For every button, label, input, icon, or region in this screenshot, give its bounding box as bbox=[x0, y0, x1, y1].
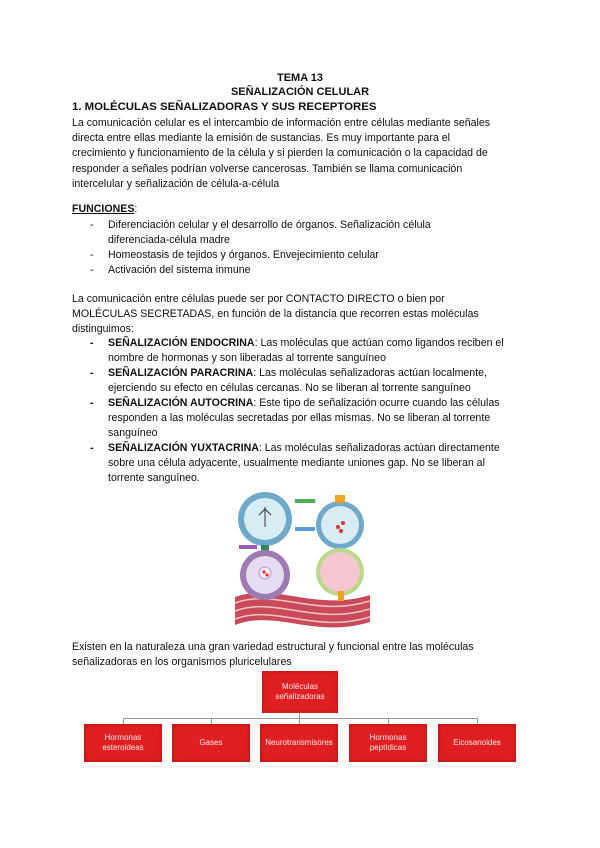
list-item bbox=[108, 441, 528, 487]
text-line: diferenciada-célula madre bbox=[108, 234, 230, 247]
list-item bbox=[108, 336, 528, 366]
text-line: intercelular y señalización de célula-a-célula bbox=[72, 177, 280, 190]
receptor bbox=[338, 591, 344, 601]
text-line: sobre una célula adyacente, usualmente mediante uniones gap. No se liberan al bbox=[108, 457, 485, 470]
type-desc: : Las moléculas señalizadoras actúan localmente, bbox=[253, 367, 487, 379]
bullet-dash: - bbox=[90, 442, 94, 454]
cell-cytoplasm bbox=[320, 552, 360, 592]
type-desc: : Las moléculas señalizadoras actúan directamente bbox=[258, 442, 500, 454]
tree-child-box bbox=[172, 724, 250, 762]
page-title: TEMA 13 bbox=[276, 72, 324, 84]
list-item bbox=[108, 218, 431, 248]
text-line: Existen en la naturaleza una gran variedad estructural y funcional entre las moléculas bbox=[72, 641, 474, 653]
label-marker bbox=[295, 499, 315, 503]
type-desc: : Este tipo de señalización ocurre cuando las células bbox=[253, 397, 500, 409]
type-desc: : Las moléculas que actúan como ligandos reciben el bbox=[254, 337, 504, 349]
bullet-dash: - bbox=[90, 337, 94, 349]
text-line: responden a las moléculas secretadas por ellas mismas. No se liberan al torrente bbox=[108, 412, 491, 425]
box-line: Gases bbox=[199, 738, 223, 747]
box-line: peptídicas bbox=[369, 743, 407, 752]
list-item bbox=[108, 366, 528, 396]
bullet-dash: - bbox=[90, 367, 94, 379]
text-line: directa entre ellas mediante la emisión de sustancias. Es muy importante para el bbox=[72, 132, 451, 145]
cell-cytoplasm bbox=[321, 506, 359, 544]
text-line: torrente sanguíneo. bbox=[108, 472, 200, 485]
page-subtitle: SEÑALIZACIÓN CELULAR bbox=[230, 86, 370, 98]
box-line: Hormonas bbox=[104, 733, 142, 742]
signal-molecule bbox=[341, 521, 345, 525]
variety-paragraph bbox=[72, 640, 532, 670]
bullet-dash: - bbox=[90, 397, 94, 409]
type-name: SEÑALIZACIÓN YUXTACRINA bbox=[108, 442, 259, 454]
text-line: La comunicación entre células puede ser por CONTACTO DIRECTO o bien por bbox=[72, 293, 445, 305]
type-name: SEÑALIZACIÓN AUTOCRINA bbox=[108, 397, 254, 409]
section-heading: 1. MOLÉCULAS SEÑALIZADORAS Y SUS RECEPTORES bbox=[72, 101, 377, 113]
signal-molecule bbox=[339, 529, 343, 533]
text-line: distinguimos: bbox=[72, 323, 134, 336]
receptor bbox=[335, 495, 345, 503]
funciones-heading bbox=[72, 202, 137, 217]
label-marker bbox=[239, 545, 257, 549]
text-line: MOLÉCULAS SECRETADAS, en función de la distancia que recorren estas moléculas bbox=[72, 308, 479, 321]
box-line: Eicosanoides bbox=[453, 738, 501, 747]
type-name: SEÑALIZACIÓN ENDOCRINA bbox=[108, 337, 255, 349]
label-marker bbox=[295, 527, 315, 531]
bullet-dash: - bbox=[90, 249, 94, 261]
text-line: sanguíneo bbox=[108, 427, 158, 440]
box-line: Neurotransmisores bbox=[265, 738, 333, 747]
text-line: La comunicación celular es el intercambio de información entre células mediante señales bbox=[72, 117, 491, 129]
list-item: Activación del sistema inmune bbox=[108, 264, 251, 276]
cell-signaling-illustration bbox=[235, 487, 370, 637]
box-line: esteroideas bbox=[102, 743, 144, 752]
signal-molecule bbox=[262, 570, 265, 573]
communication-paragraph bbox=[72, 292, 532, 338]
intro-paragraph bbox=[72, 116, 532, 192]
tree-child-box bbox=[349, 724, 427, 762]
text-line: crecimiento y funcionamiento de la célula y si pierden la comunicación o la capacidad de bbox=[72, 147, 488, 160]
bullet-dash: - bbox=[90, 264, 94, 276]
list-item: Homeostasis de tejidos y órganos. Envejecimiento celular bbox=[108, 249, 379, 261]
type-name: SEÑALIZACIÓN PARACRINA bbox=[108, 367, 254, 379]
text-line: ejerciendo su efecto en células cercanas. No se liberan al torrente sanguíneo bbox=[108, 382, 471, 395]
signal-molecule bbox=[265, 573, 268, 576]
text-line: nombre de hormonas y son liberadas al torrente sanguíneo bbox=[108, 352, 386, 365]
tree-root-box bbox=[262, 671, 338, 713]
tree-child-box bbox=[260, 724, 338, 762]
funciones-colon: : bbox=[134, 203, 138, 215]
tree-child-box bbox=[438, 724, 516, 762]
funciones-label: FUNCIONES bbox=[72, 203, 135, 215]
box-line: Moléculas bbox=[281, 682, 318, 691]
list-item bbox=[108, 396, 528, 442]
signal-molecule bbox=[336, 525, 340, 529]
tree-child-box bbox=[84, 724, 162, 762]
text-line: Diferenciación celular y el desarrollo de órganos. Señalización célula bbox=[108, 219, 431, 231]
text-line: señalizadoras en los organismos pluricelulares bbox=[72, 656, 292, 669]
text-line: responder a señales podrían volverse cancerosas. También se llama comunicación bbox=[72, 162, 463, 175]
connector bbox=[123, 718, 477, 719]
box-line: señalizadoras bbox=[275, 692, 325, 701]
box-line: Hormonas bbox=[369, 733, 407, 742]
bullet-dash: - bbox=[90, 219, 94, 231]
